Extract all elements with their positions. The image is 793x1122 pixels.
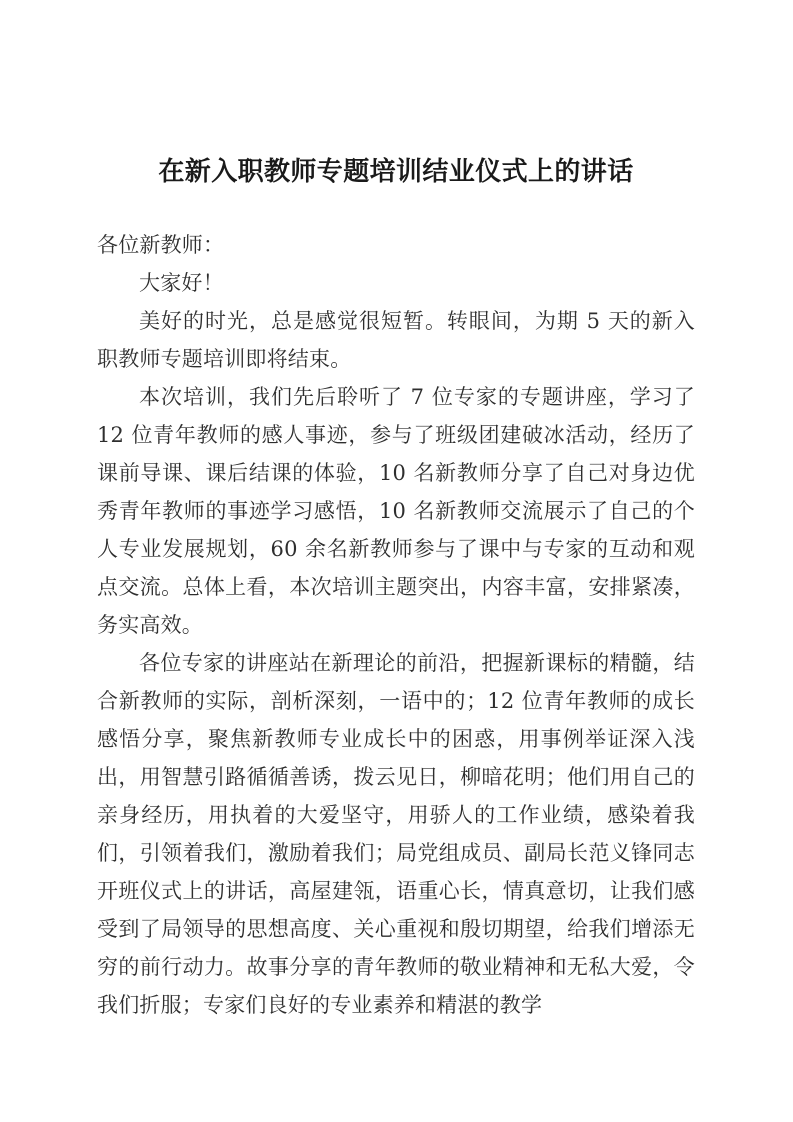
paragraph-opening: 美好的时光，总是感觉很短暂。转眼间，为期 5 天的新入职教师专题培训即将结束。	[97, 309, 695, 371]
paragraph-experts-praise: 各位专家的讲座站在新理论的前沿，把握新课标的精髓，结合新教师的实际，剖析深刻，一语中的；12 位青年教师的成长感悟分享，聚焦新教师专业成长中的困惑，用事例举证深入浅出，用智慧引路循循善诱，拨云见日，柳暗花明；他们用自己的亲身经历，用执着的大爱坚守，用骄人的工作业绩，感染着我们，引领着我们，激励着我们；局党组成员、副局长范义锋同志开班仪式上的讲话，高屋建瓴，语重心长，情真意切，让我们感受到了局领导的思想高度、关心重视和殷切期望，给我们增添无穷的前行动力。故事分享的青年教师的敬业精神和无私大爱，令我们折服；专家们良好的专业素养和精湛的教学	[97, 651, 695, 1017]
page-title: 在新入职教师专题培训结业仪式上的讲话	[158, 157, 634, 187]
title-spacer	[97, 192, 695, 226]
paragraph-greeting: 大家好！	[139, 271, 224, 295]
paragraph-salutation: 各位新教师：	[97, 233, 225, 257]
paragraph-training-summary: 本次培训，我们先后聆听了 7 位专家的专题讲座，学习了 12 位青年教师的感人事迹，参与了班级团建破冰活动，经历了课前导课、课后结课的体验，10 名新教师分享了自己对身边优秀青年教师的事迹学习感悟，10 名新教师交流展示了自己的个人专业发展规划，60 余名新教师参与了课中与专家的互动和观点交流。总体上看，本次培训主题突出，内容丰富，安排紧凑，务实高效。	[97, 385, 695, 637]
document-body	[97, 140, 695, 1024]
